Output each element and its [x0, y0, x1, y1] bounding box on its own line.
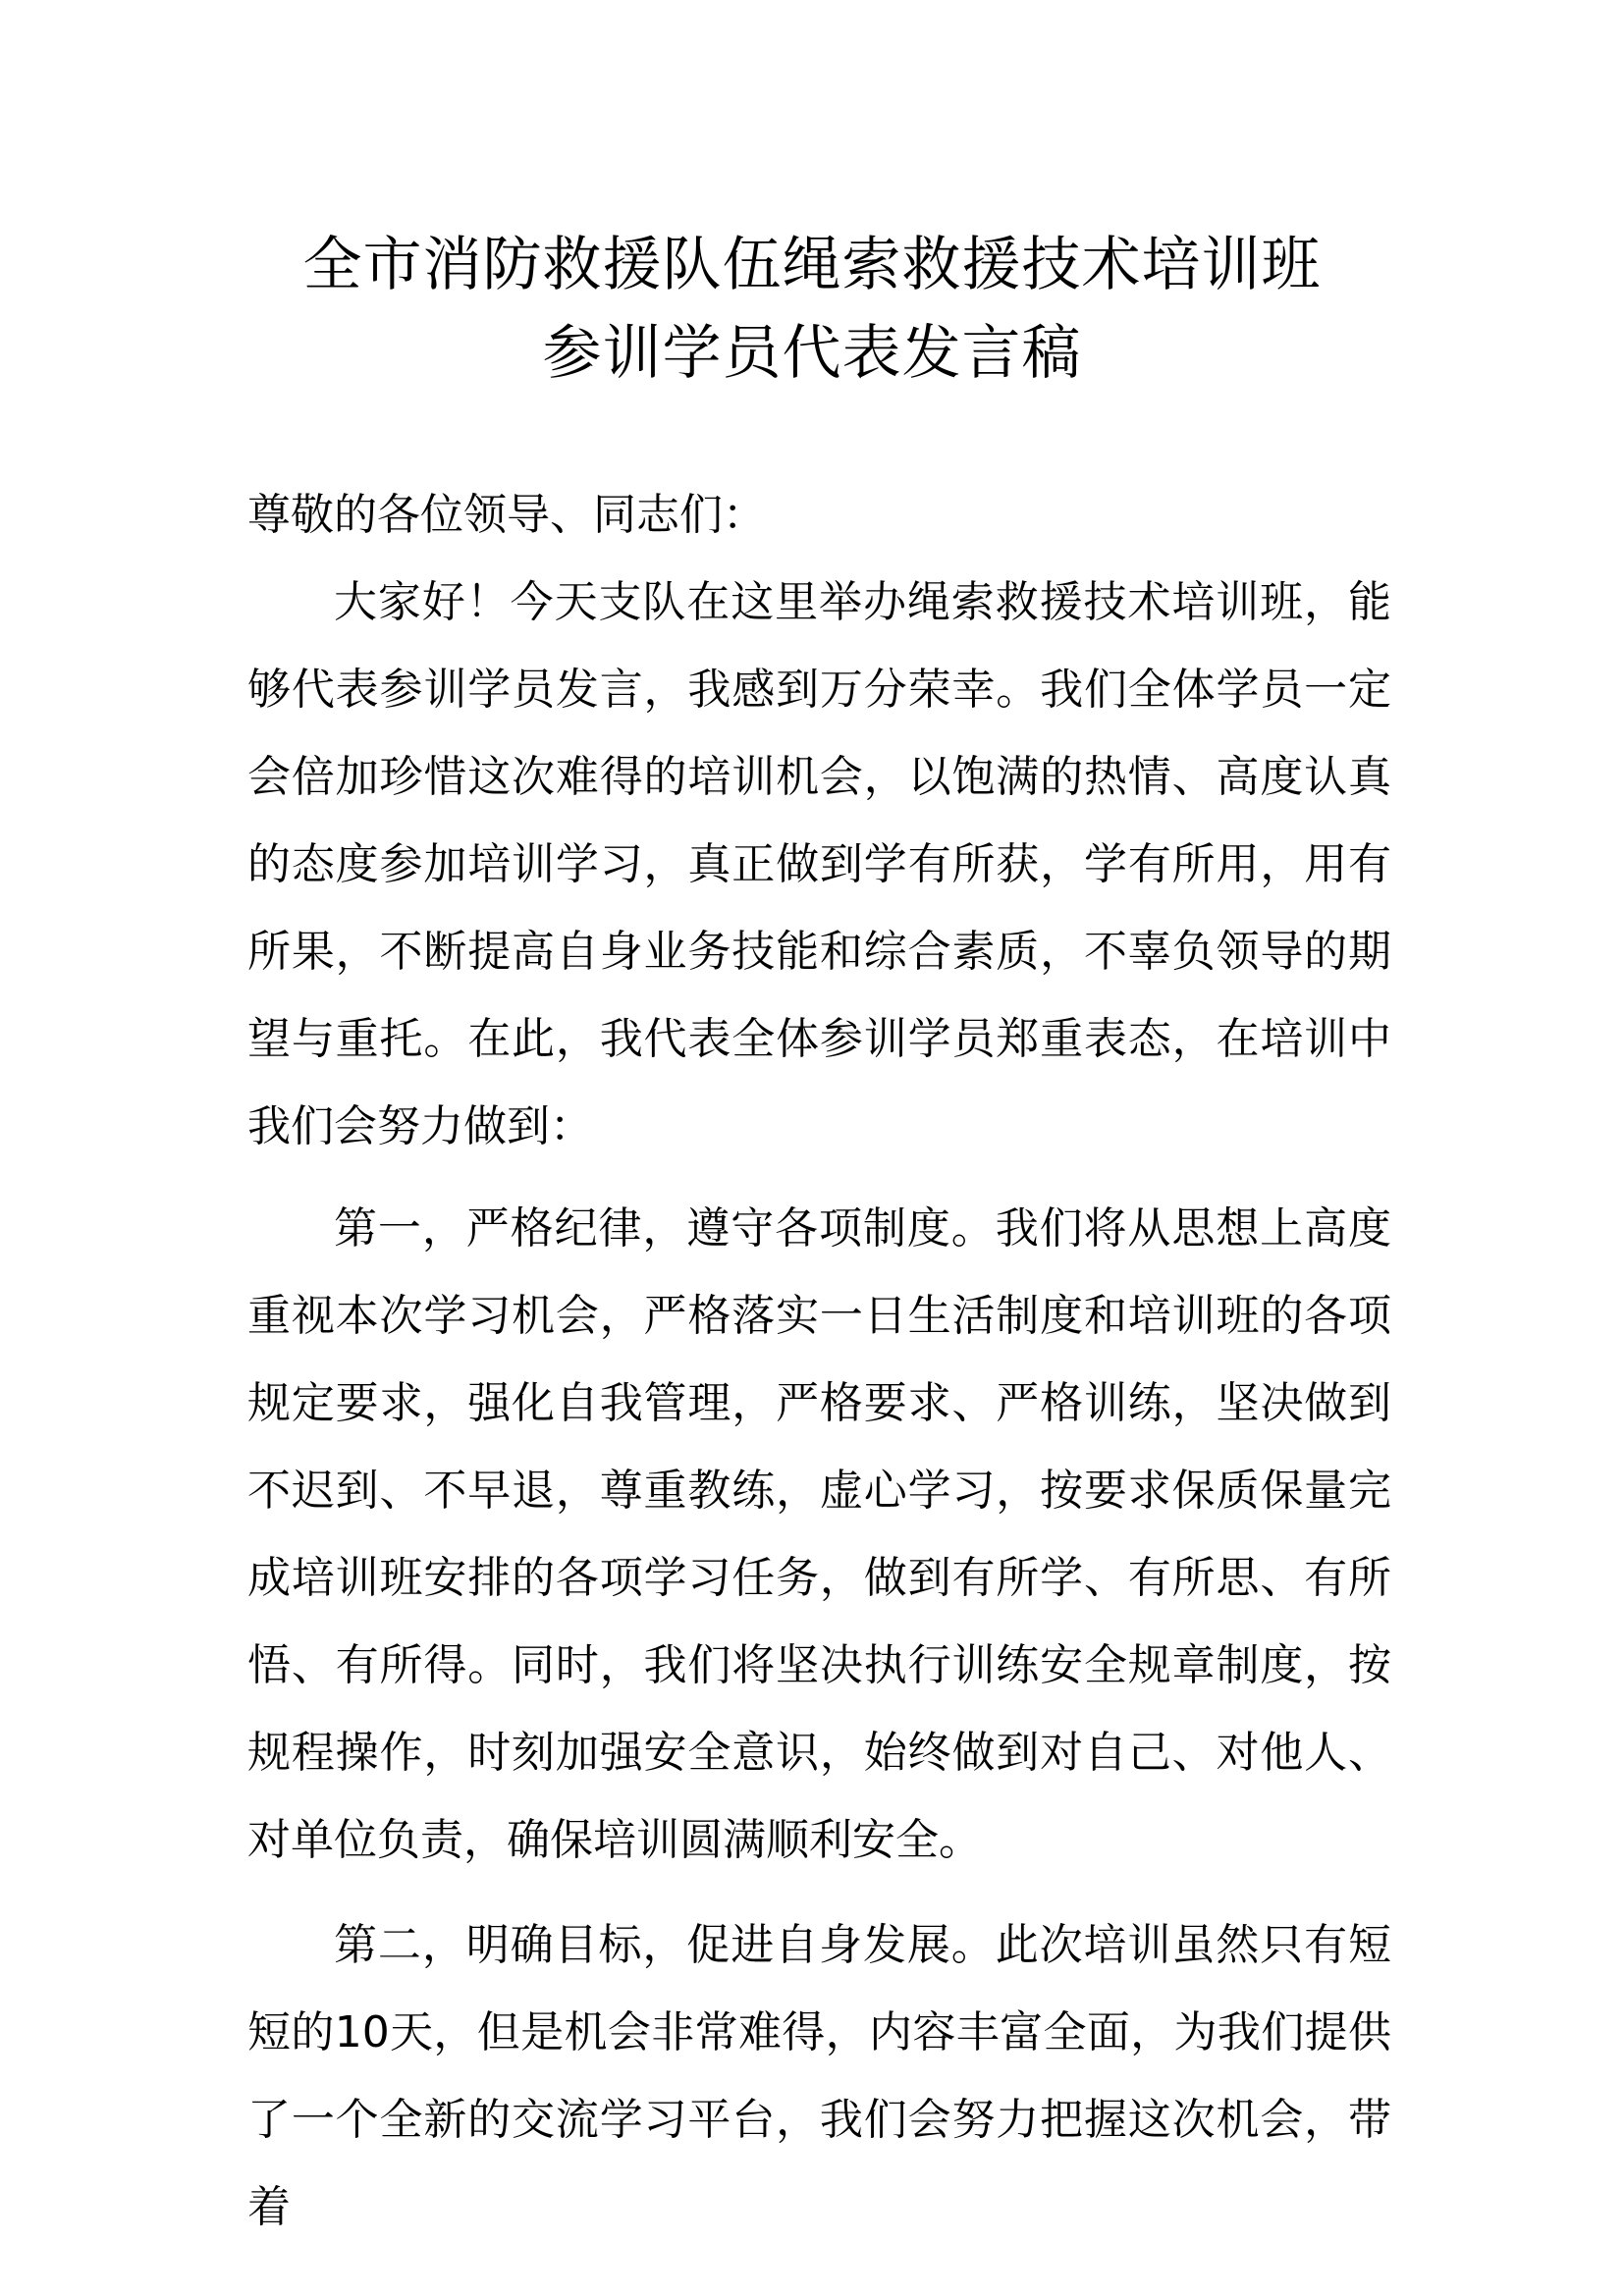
document-body	[247, 471, 1391, 2251]
title-line-1: 全市消防救援队伍绳索救援技术培训班	[302, 231, 1322, 299]
paragraph-point-one: 第一，严格纪律，遵守各项制度。我们将从思想上高度重视本次学习机会，严格落实一日生活制度和培训班的各项规定要求，强化自我管理，严格要求、严格训练，坚决做到不迟到、不早退，尊重教练，虚心学习，按要求保质保量完成培训班安排的各项学习任务，做到有所学、有所思、有所悟、有所得。同时，我们将坚决执行训练安全规章制度，按规程操作，时刻加强安全意识，始终做到对自己、对他人、对单位负责，确保培训圆满顺利安全。	[247, 1203, 1391, 1865]
title-line-2: 参训学员代表发言稿	[542, 319, 1082, 388]
document-title	[0, 221, 1624, 398]
paragraph-point-two: 第二，明确目标，促进自身发展。此次培训虽然只有短短的10天，但是机会非常难得，内容丰富全面，为我们提供了一个全新的交流学习平台，我们会努力把握这次机会，带着	[247, 1920, 1391, 2232]
paragraph-greeting: 大家好！今天支队在这里举办绳索救援技术培训班，能够代表参训学员发言，我感到万分荣幸。我们全体学员一定会倍加珍惜这次难得的培训机会，以饱满的热情、高度认真的态度参加培训学习，真正做到学有所获，学有所用，用有所果，不断提高自身业务技能和综合素质，不辜负领导的期望与重托。在此，我代表全体参训学员郑重表态，在培训中我们会努力做到：	[247, 577, 1391, 1151]
salutation: 尊敬的各位领导、同志们：	[247, 490, 766, 540]
